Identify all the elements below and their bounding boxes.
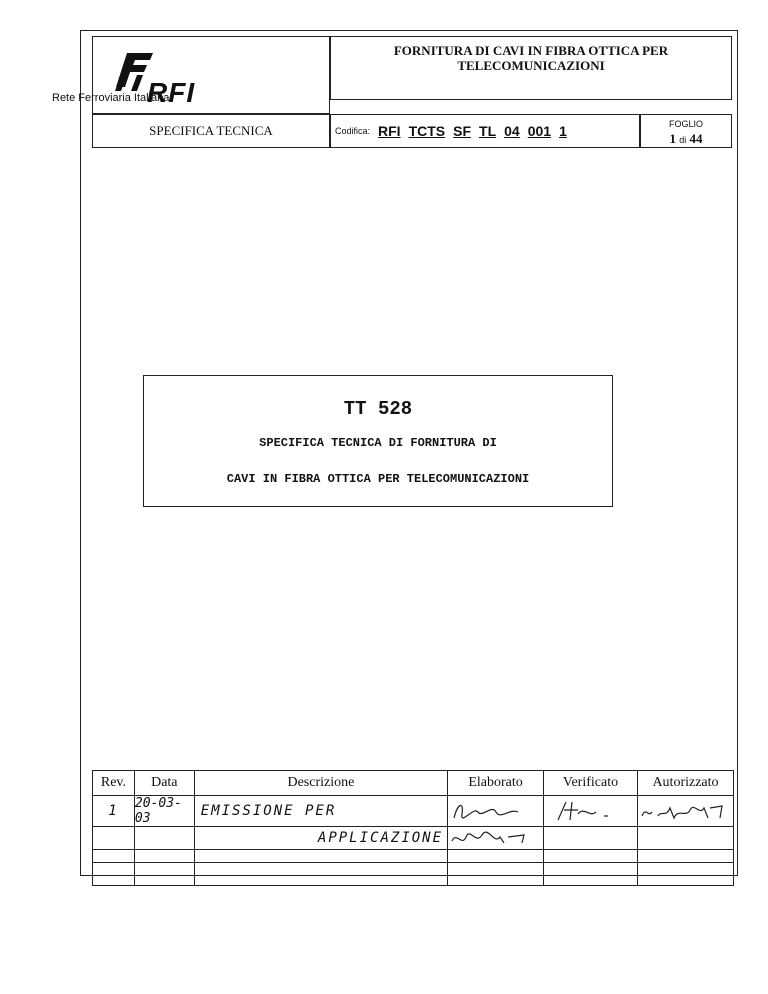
table-row <box>93 827 734 850</box>
signature-icon <box>448 827 538 849</box>
empty-cell <box>637 827 733 850</box>
doc-type <box>92 114 330 148</box>
doc-code: TT 528 <box>343 398 413 420</box>
logo-text: RFI <box>147 77 196 108</box>
doc-title-line2: TELECOMUNICAZIONI <box>457 58 605 73</box>
empty-cell <box>544 863 638 886</box>
table-row <box>93 796 734 827</box>
table-row <box>93 850 734 863</box>
empty-cell <box>544 850 638 863</box>
signature-autorizzato <box>637 796 733 827</box>
col-autorizzato: Autorizzato <box>637 771 733 796</box>
col-elaborato: Elaborato <box>448 771 544 796</box>
rev-number: 1 <box>93 796 135 827</box>
codifica-box <box>330 114 640 148</box>
signature-icon <box>448 800 538 822</box>
empty-cell <box>637 863 733 886</box>
codifica-part: 04 <box>504 123 520 139</box>
empty-cell <box>637 850 733 863</box>
empty-cell <box>194 863 447 886</box>
codifica-part: 001 <box>527 123 552 139</box>
rev-description-line2: APPLICAZIONE <box>194 827 447 850</box>
codifica-part: TCTS <box>408 123 446 139</box>
subtitle-line2: CAVI IN FIBRA OTTICA PER TELECOMUNICAZIONI <box>226 472 530 486</box>
col-descrizione: Descrizione <box>194 771 447 796</box>
empty-cell <box>544 827 638 850</box>
foglio-label: FOGLIO <box>668 119 703 129</box>
empty-cell <box>194 850 447 863</box>
doc-title-box <box>330 36 732 100</box>
signature-elaborato-2 <box>448 827 544 850</box>
codifica-part: SF <box>453 123 472 139</box>
empty-cell <box>134 850 194 863</box>
doc-title-line1: FORNITURA DI CAVI IN FIBRA OTTICA PER <box>393 43 669 58</box>
empty-cell <box>448 850 544 863</box>
col-verificato: Verificato <box>544 771 638 796</box>
foglio-total: 44 <box>689 131 703 146</box>
codifica-label: Codifica: <box>335 126 371 136</box>
codifica-part: 1 <box>559 123 567 139</box>
empty-cell <box>93 863 135 886</box>
empty-cell <box>93 850 135 863</box>
revision-table <box>92 770 734 886</box>
signature-elaborato <box>448 796 544 827</box>
empty-cell <box>134 827 194 850</box>
foglio-box <box>640 114 732 148</box>
foglio-current: 1 <box>669 131 676 146</box>
rev-description-line1: EMISSIONE PER <box>194 796 447 827</box>
foglio-di: di <box>679 135 687 145</box>
empty-cell <box>134 863 194 886</box>
revision-header-row <box>93 771 734 796</box>
codifica-part: RFI <box>378 123 401 139</box>
codifica-part: TL <box>479 123 497 139</box>
col-data: Data <box>134 771 194 796</box>
logo-subtitle: Rete Ferroviaria Italiana <box>52 92 170 104</box>
table-row <box>93 863 734 886</box>
subtitle-line1: SPECIFICA TECNICA DI FORNITURA DI <box>259 436 497 450</box>
signature-icon <box>638 800 728 822</box>
rev-date: 20-03-03 <box>134 796 194 827</box>
empty-cell <box>93 827 135 850</box>
main-title-box <box>143 375 613 507</box>
col-rev: Rev. <box>93 771 135 796</box>
doc-type-label: SPECIFICA TECNICA <box>149 123 273 138</box>
foglio-number <box>641 131 731 147</box>
signature-icon <box>544 800 634 822</box>
empty-cell <box>448 863 544 886</box>
signature-verificato <box>544 796 638 827</box>
